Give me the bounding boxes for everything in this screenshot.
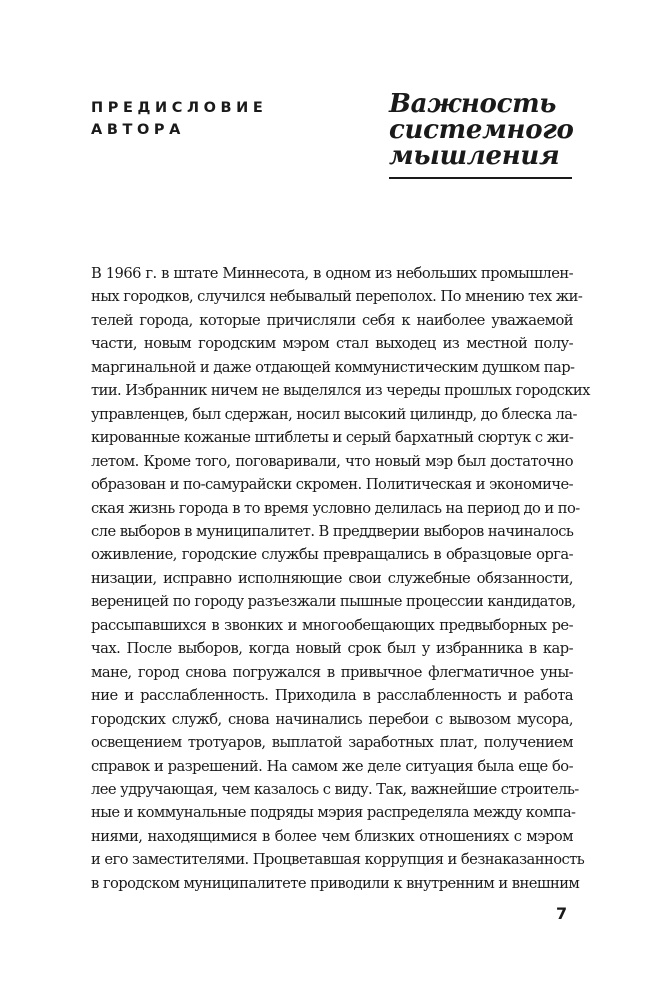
chapter-title <box>389 91 574 169</box>
text-line: рассыпавшихся в звонких и многообещающих предвыборных ре- <box>91 616 573 634</box>
text-line: низации, исправно исполняющие свои служебные обязанности, <box>91 569 573 587</box>
title-underline-divider <box>389 177 572 179</box>
text-line: оживление, городские службы превращались в образцовые орга- <box>91 546 573 564</box>
section-label <box>91 97 267 141</box>
text-line: ская жизнь города в то время условно делилась на период до и по- <box>91 499 580 517</box>
text-line: части, новым городским мэром стал выходец из местной полу- <box>91 335 573 353</box>
chapter-title-line-2: системного <box>389 115 574 145</box>
page-number: 7 <box>556 904 568 923</box>
chapter-title-line-3: мышления <box>389 141 560 171</box>
text-line: мане, город снова погружался в привычное флегматичное уны- <box>91 663 573 681</box>
text-line: образован и по-самурайски скромен. Политическая и экономиче- <box>91 476 574 494</box>
text-line: маргинальной и даже отдающей коммунистическим душком пар- <box>91 358 575 376</box>
text-line: чах. После выборов, когда новый срок был у избранника в кар- <box>91 640 573 658</box>
text-line: городских служб, снова начинались перебои с вывозом мусора, <box>91 710 573 728</box>
text-line: ниями, находящимися в более чем близких отношениях с мэром <box>91 827 573 845</box>
text-line: сле выборов в муниципалитет. В преддверии выборов начиналось <box>91 522 574 540</box>
text-line: и его заместителями. Процветавшая коррупция и безнаказанность <box>91 851 585 869</box>
text-line: лее удручающая, чем казалось с виду. Так, важнейшие строитель- <box>91 780 579 798</box>
text-line: вереницей по городу разъезжали пышные процессии кандидатов, <box>91 593 576 611</box>
body-text <box>91 262 590 895</box>
text-line: летом. Кроме того, поговаривали, что новый мэр был достаточно <box>91 452 573 470</box>
text-line: в городском муниципалитете приводили к внутренним и внешним <box>91 874 580 892</box>
text-line: справок и разрешений. На самом же деле ситуация была еще бо- <box>91 757 573 775</box>
text-line: ных городков, случился небывалый переполох. По мнению тех жи- <box>91 288 583 306</box>
text-line: управленцев, был сдержан, носил высокий цилиндр, до блеска ла- <box>91 405 577 423</box>
section-label-line-2: АВТОРА <box>91 122 185 138</box>
text-line: кированные кожаные штиблеты и серый бархатный сюртук с жи- <box>91 429 574 447</box>
text-line: тии. Избранник ничем не выделялся из череды прошлых городских <box>91 382 590 400</box>
section-label-line-1: ПРЕДИСЛОВИЕ <box>91 100 268 116</box>
text-line: освещением тротуаров, выплатой заработных плат, получением <box>91 734 573 752</box>
text-line: ные и коммунальные подряды мэрия распределяла между компа- <box>91 804 576 822</box>
text-line: ние и расслабленность. Приходила в расслабленность и работа <box>91 687 573 705</box>
text-line: телей города, которые причисляли себя к наиболее уважаемой <box>91 311 573 329</box>
text-line: В 1966 г. в штате Миннесота, в одном из небольших промышлен- <box>91 265 573 282</box>
chapter-title-line-1: Важность <box>389 89 557 119</box>
